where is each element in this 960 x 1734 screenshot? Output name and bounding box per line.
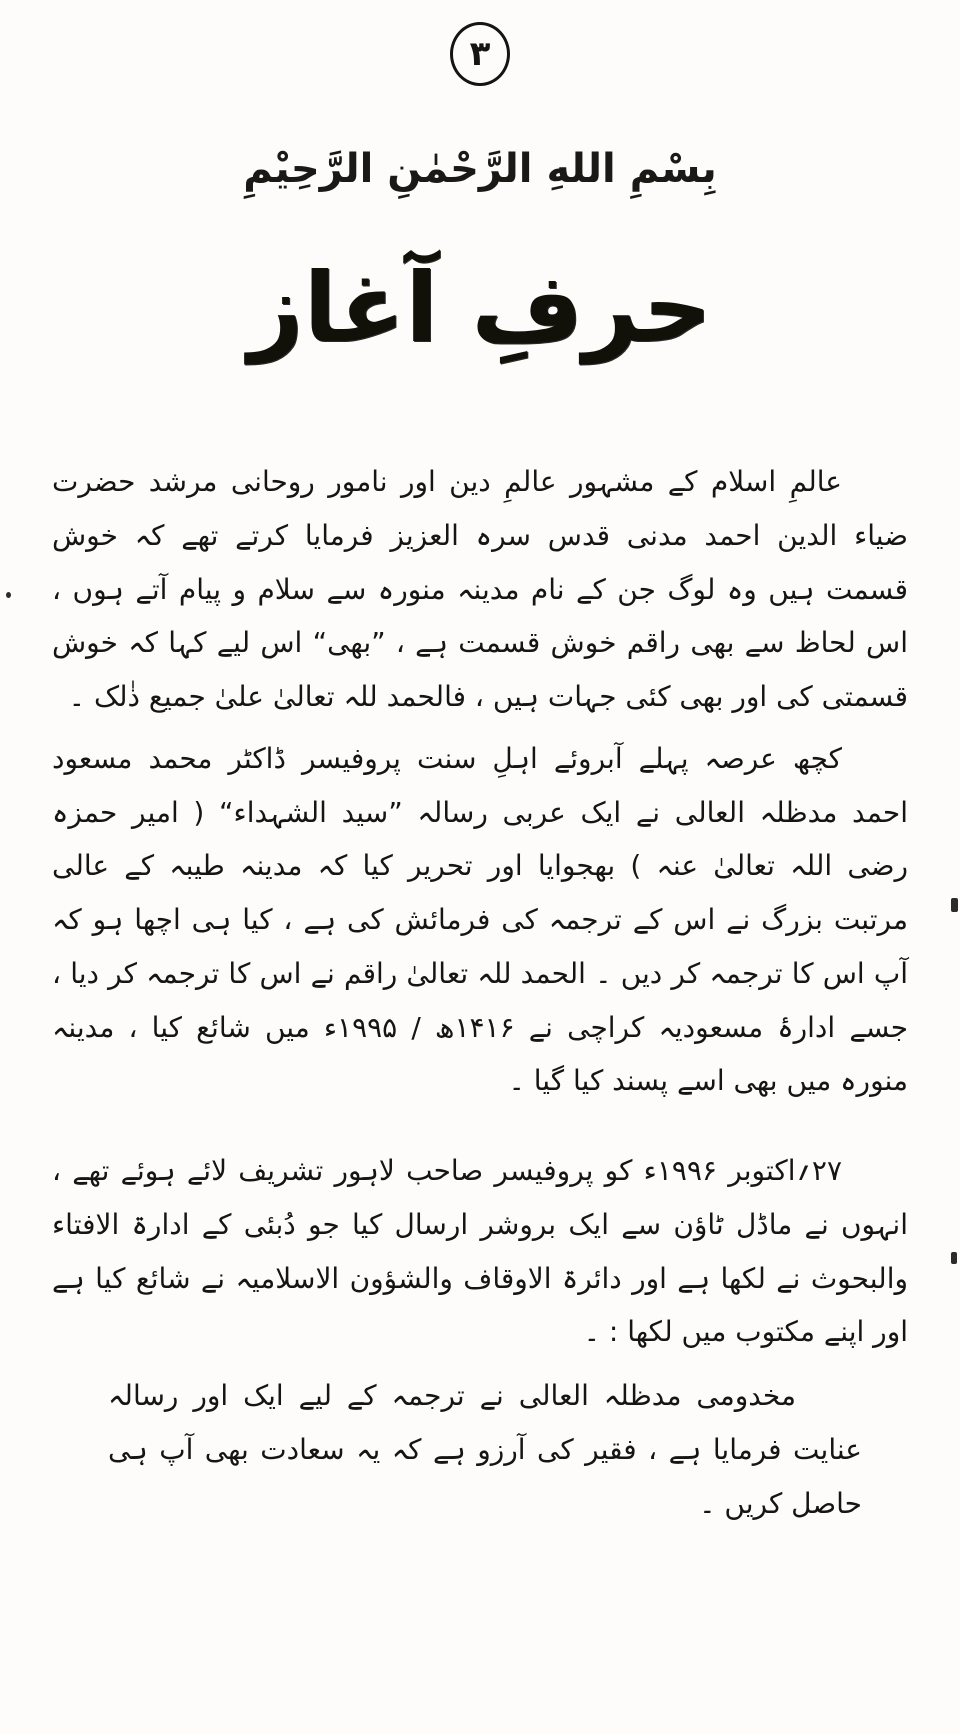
scan-artifact: [6, 592, 11, 598]
scan-artifact: [951, 1252, 957, 1264]
page-number: ۳: [469, 34, 491, 74]
body-paragraph-2: کچھ عرصہ پہلے آبروئے اہلِ سنت پروفیسر ڈاکٹر محمد مسعود احمد مدظلہ العالی نے ایک عربی رسالہ ”سید الشہداء“ ( امیر حمزہ رضی اللہ تعالیٰ عنہ ) بھجوایا اور تحریر کیا کہ مدینہ طیبہ کے عالی مرتبت بزرگ نے اس کے ترجمہ کی فرمائش کی ہے ، کیا ہی اچھا ہو کہ آپ اس کا ترجمہ کر دیں ۔ الحمد للہ تعالیٰ راقم نے اس کا ترجمہ کر دیا ، جسے ادارۂ مسعودیہ کراچی نے ۱۴۱۶ھ / ۱۹۹۵ء میں شائع کیا ، مدینہ منورہ میں بھی اسے پسند کیا گیا ۔: [52, 741, 909, 1098]
bismillah-calligraphy: بِسْمِ اللهِ الرَّحْمٰنِ الرَّحِيْمِ: [243, 146, 717, 192]
page-title: حرفِ آغاز: [248, 252, 712, 364]
body-paragraph-1: عالمِ اسلام کے مشہور عالمِ دین اور نامور روحانی مرشد حضرت ضیاء الدین احمد مدنی قدس سرہ العزیز فرمایا کرتے تھے کہ خوش قسمت ہیں وہ لوگ جن کے نام مدینہ منورہ سے سلام و پیام آتے ہوں ، اس لحاظ سے بھی راقم خوش قسمت ہے ، ”بھی“ اس لیے کہا کہ خوش قسمتی کی اور بھی کئی جہات ہیں ، فالحمد للہ تعالیٰ علیٰ جمیع ذٰلک ۔: [52, 465, 908, 713]
letter-quote-paragraph: مخدومی مدظلہ العالی نے ترجمہ کے لیے ایک اور رسالہ عنایت فرمایا ہے ، فقیر کی آرزو ہے کہ یہ سعادت بھی آپ ہی حاصل کریں ۔: [108, 1379, 862, 1520]
body-text: [52, 455, 908, 1530]
body-paragraph-3: ۲۷؍اکتوبر ۱۹۹۶ء کو پروفیسر صاحب لاہور تشریف لائے ہوئے تھے ، انہوں نے ماڈل ٹاؤن سے ایک بروشر ارسال کیا جو دُبئی کے ادارۃ الافتاء والبحوث نے لکھا ہے اور دائرۃ الاوقاف والشؤون الاسلامیہ نے شائع کیا ہے اور اپنے مکتوب میں لکھا : ۔: [52, 1154, 908, 1349]
page-number-badge: [450, 22, 510, 86]
scan-artifact: [951, 898, 958, 912]
